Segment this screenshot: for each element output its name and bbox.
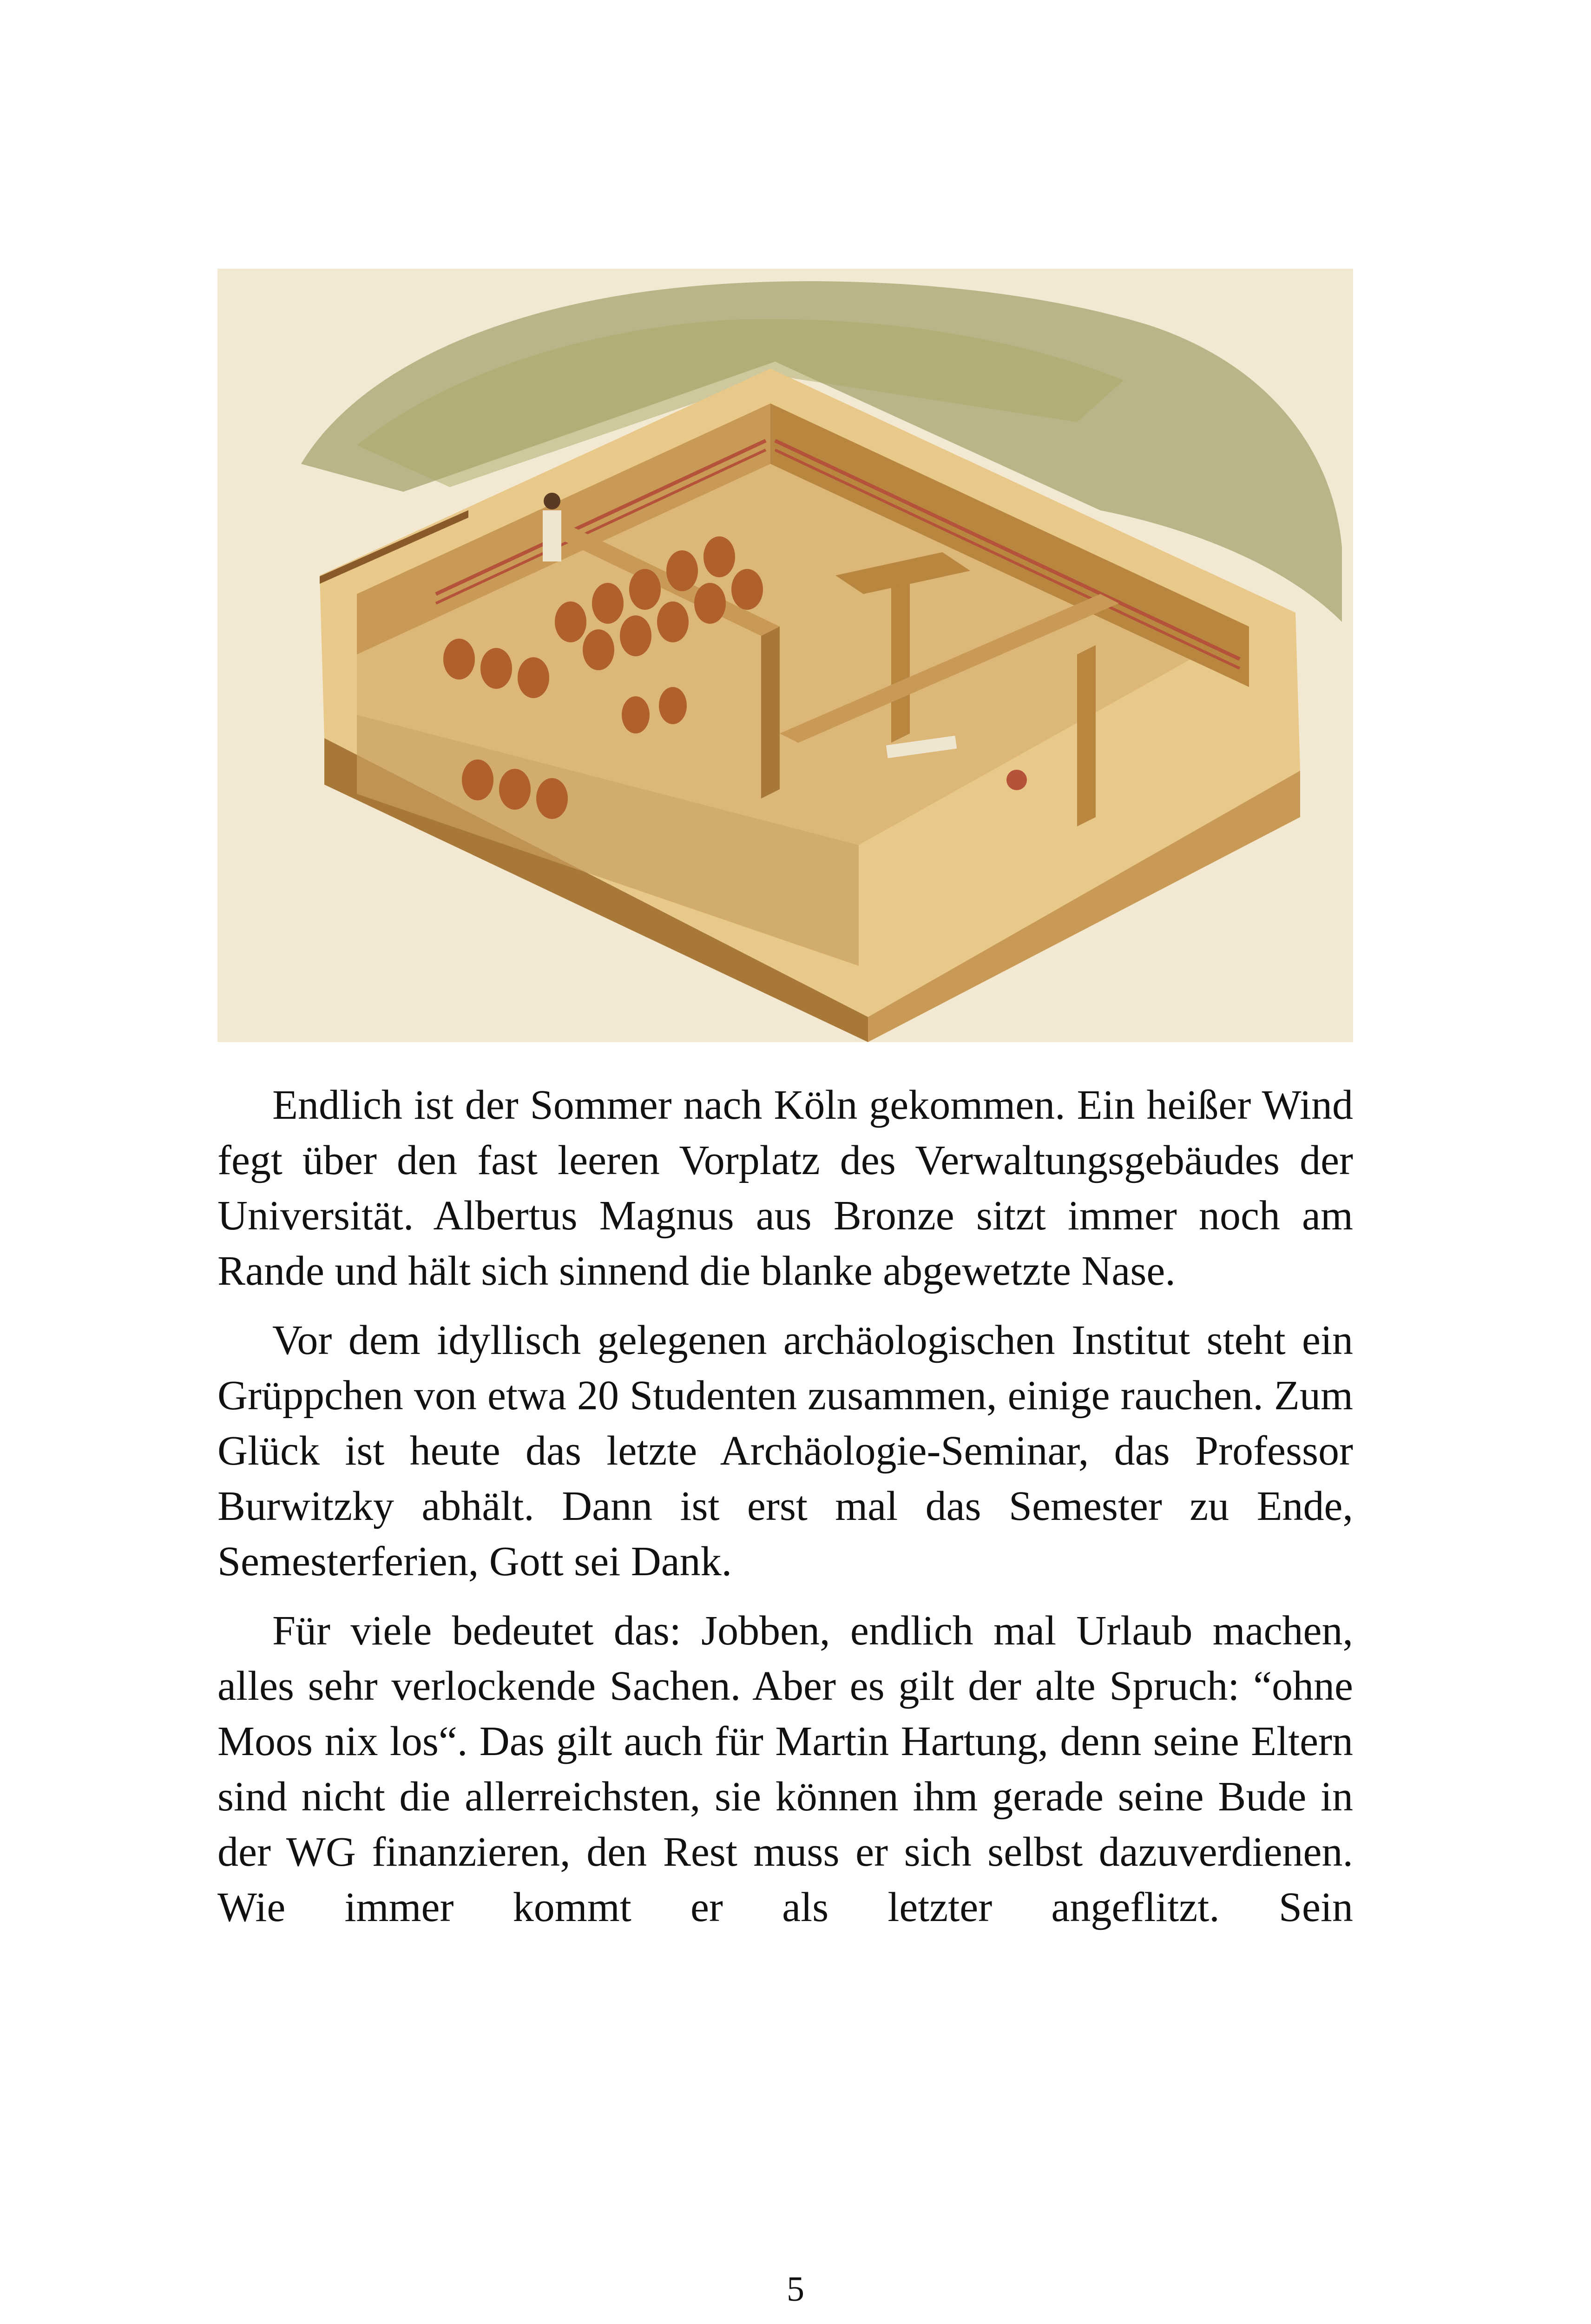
body-text [217, 1077, 1353, 1949]
page-number: 5 [787, 2270, 804, 2309]
red-spot [1006, 770, 1027, 790]
inner-wall [761, 627, 780, 799]
inner-wall [1077, 645, 1096, 826]
paragraph-2: Vor dem idyllisch gelegenen archäologischen Institut steht ein Grüppchen von etwa 20 Studenten zusammen, einige rauchen. Zum Glück ist heute das letzte Archäologie-Seminar, das Professor Burwitzky abhält. Dann ist erst mal das Semester zu Ende, Semesterferien, Gott sei Dank. [217, 1317, 1353, 1585]
paragraph-1: Endlich ist der Sommer nach Köln gekommen. Ein heißer Wind fegt über den fast leeren Vorplatz des Verwaltungsgebäudes der Universität. Albertus Magnus aus Bronze sitzt immer noch am Rande und hält sich sinnend die blanke abgewetzte Nase. [217, 1082, 1353, 1294]
paragraph-3: Für viele bedeutet das: Jobben, endlich mal Urlaub machen, alles sehr verlockende Sachen. Aber es gilt der alte Spruch: “ohne Moos nix los“. Das gilt auch für Martin Hartung, denn seine Eltern sind nicht die allerreichsten, sie können ihm gerade seine Bude in der WG finanzieren, den Rest muss er sich selbst dazuverdienen. Wie immer kommt er als letzter angeflitzt. Sein [217, 1608, 1353, 1930]
house-reconstruction-illustration [217, 269, 1353, 1042]
figure-standing [543, 493, 561, 561]
illustration-drawing [217, 269, 1353, 1042]
inner-wall [891, 561, 910, 743]
